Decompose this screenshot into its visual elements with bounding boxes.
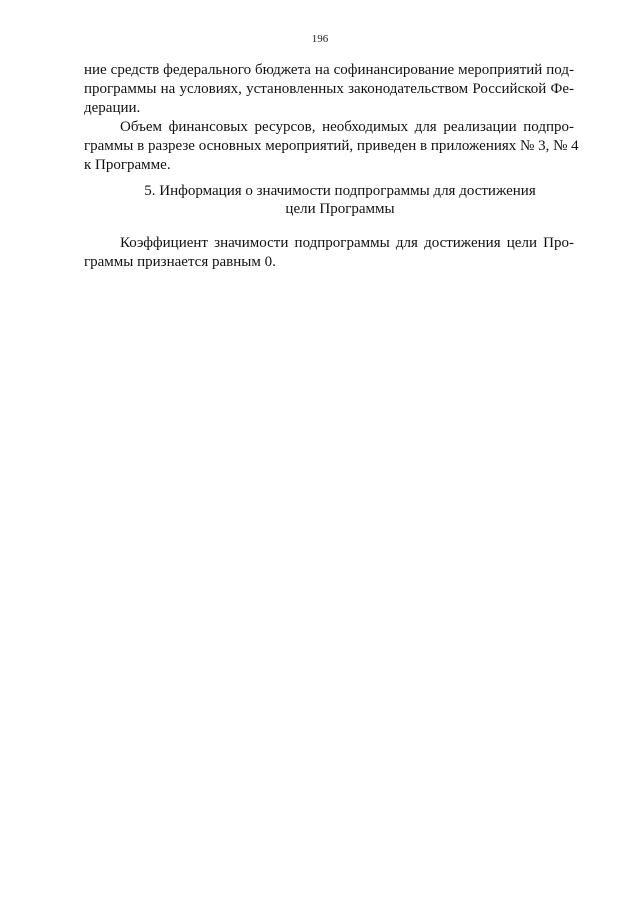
paragraph-line: Объем финансовых ресурсов, необходимых для реализации подпро- [120,119,574,135]
paragraph-line: Коэффициент значимости подпрограммы для достижения цели Про- [120,235,574,251]
paragraph-line: ние средств федерального бюджета на софинансирование мероприятий под- [84,62,574,78]
section-heading-line: цели Программы [285,201,395,217]
paragraph-line: граммы в разрезе основных мероприятий, приведен в приложениях № 3, № 4 [84,138,579,154]
page-number: 196 [311,33,329,45]
section-heading-line: 5. Информация о значимости подпрограммы для достижения [144,183,536,199]
paragraph-line: дерации. [84,100,141,116]
paragraph-line: граммы признается равным 0. [84,254,276,270]
paragraph-line: программы на условиях, установленных законодательством Российской Фе- [84,81,574,97]
paragraph-line: к Программе. [84,157,171,173]
